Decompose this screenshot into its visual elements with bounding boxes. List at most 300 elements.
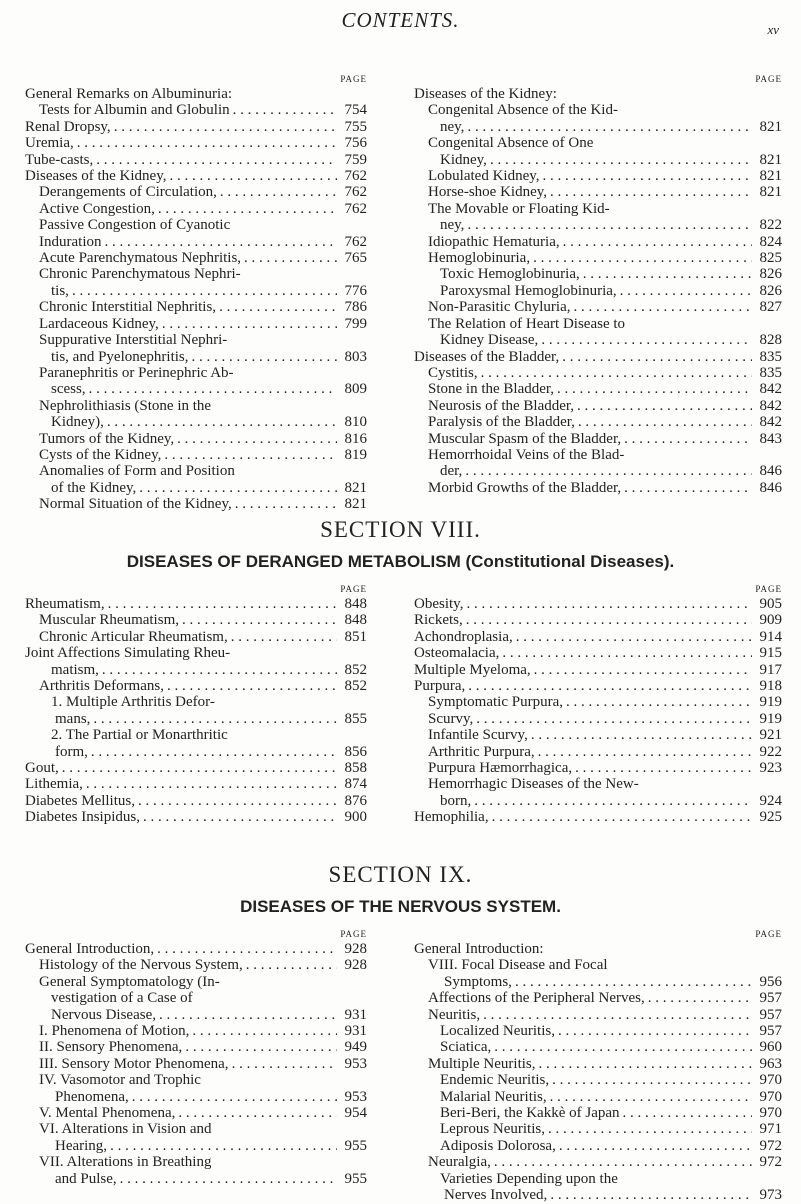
toc-entry-title: Suppurative Interstitial Nephri-	[39, 332, 228, 349]
toc-entry	[25, 694, 367, 710]
toc-entry	[25, 1171, 367, 1187]
toc-entry	[414, 135, 782, 151]
toc-entry	[414, 152, 782, 168]
toc-column-left-2	[25, 582, 367, 826]
toc-entry-title: Kidney Disease,	[440, 332, 539, 349]
toc-entry-title: form,	[55, 743, 88, 760]
toc-entry-title: Anomalies of Form and Position	[39, 463, 235, 480]
toc-entry-title: Congenital Absence of the Kid-	[428, 102, 618, 119]
toc-entry	[25, 217, 367, 233]
toc-entry-page: 828	[759, 332, 782, 349]
dot-leader	[241, 250, 337, 266]
dot-leader	[111, 119, 337, 135]
toc-entry-title: Nerves Involved,	[444, 1187, 548, 1204]
dot-leader	[167, 168, 338, 184]
dot-leader	[620, 1105, 752, 1121]
toc-entry-title: Multiple Neuritis,	[428, 1055, 536, 1072]
toc-entry	[25, 990, 367, 1006]
toc-entry-page: 765	[344, 250, 367, 267]
toc-entry-page: 762	[344, 168, 367, 185]
toc-entry-title: Stone in the Bladder,	[428, 381, 555, 398]
toc-entry-page: 821	[759, 151, 782, 168]
toc-entry-title: tis,	[51, 282, 69, 299]
toc-entry	[25, 365, 367, 381]
toc-entry-title: Diseases of the Bladder,	[414, 348, 560, 365]
toc-entry-page: 851	[344, 628, 367, 645]
toc-entry-page: 754	[344, 102, 367, 119]
toc-entry	[25, 1039, 367, 1055]
dot-leader	[473, 711, 752, 727]
toc-entry-page: 953	[344, 1088, 367, 1105]
toc-entry-page: 821	[344, 479, 367, 496]
toc-entry-page: 921	[759, 727, 782, 744]
toc-entry-page: 776	[344, 282, 367, 299]
toc-entry-title: Arthritic Purpura,	[428, 743, 535, 760]
toc-entry	[25, 596, 367, 612]
toc-entry-page: 852	[344, 678, 367, 695]
toc-entry	[25, 612, 367, 628]
toc-entry-page: 970	[759, 1072, 782, 1089]
toc-entry	[25, 662, 367, 678]
toc-entry	[414, 1138, 782, 1154]
toc-entry-title: Beri-Beri, the Kakkè of Japan	[440, 1105, 620, 1122]
toc-entry	[25, 974, 367, 990]
toc-entry	[25, 727, 367, 743]
dot-leader	[535, 744, 752, 760]
toc-entry-title: Gout,	[25, 760, 59, 777]
toc-entry	[25, 102, 367, 118]
toc-entry-title: Muscular Spasm of the Bladder,	[428, 430, 622, 447]
dot-leader	[480, 1007, 752, 1023]
dot-leader	[621, 431, 752, 447]
dot-leader	[90, 711, 337, 727]
dot-leader	[547, 184, 752, 200]
toc-entry	[25, 283, 367, 299]
toc-entry	[414, 1007, 782, 1023]
toc-entry-title: Congenital Absence of One	[428, 135, 594, 152]
toc-entry	[414, 744, 782, 760]
toc-entry-title: Neuralgia,	[428, 1154, 491, 1171]
toc-entry-page: 953	[344, 1055, 367, 1072]
toc-entry-page: 843	[759, 430, 782, 447]
toc-entry-page: 957	[759, 990, 782, 1007]
toc-column-right-2	[414, 582, 782, 826]
toc-entry-page: 955	[344, 1137, 367, 1154]
toc-entry	[25, 349, 367, 365]
toc-entry	[414, 168, 782, 184]
dot-leader	[464, 217, 752, 233]
toc-entry-page: 917	[759, 661, 782, 678]
dot-leader	[156, 1007, 337, 1023]
toc-entry-page: 970	[759, 1105, 782, 1122]
dot-leader	[489, 809, 752, 825]
toc-entry	[414, 711, 782, 727]
toc-entry-title: Leprous Neuritis,	[440, 1121, 545, 1138]
toc-entry	[25, 234, 367, 250]
toc-entry-title: Active Congestion,	[39, 200, 155, 217]
toc-entry	[25, 776, 367, 792]
toc-entry-title: Infantile Scurvy,	[428, 727, 528, 744]
toc-entry-page: 972	[759, 1137, 782, 1154]
toc-entry-title: General Remarks on Albuminuria:	[25, 86, 233, 102]
toc-entry-title: mans,	[55, 710, 91, 727]
toc-entry-title: 1. Multiple Arthritis Defor-	[51, 694, 215, 711]
toc-entry	[414, 431, 782, 447]
toc-entry	[414, 316, 782, 332]
dot-leader	[101, 234, 337, 250]
toc-entry	[414, 201, 782, 217]
dot-leader	[540, 168, 753, 184]
toc-entry	[414, 1121, 782, 1137]
toc-entry-title: Hemorrhoidal Veins of the Blad-	[428, 446, 625, 463]
toc-entry-title: ney,	[440, 217, 465, 234]
toc-entry-page: 972	[759, 1154, 782, 1171]
toc-entry	[414, 809, 782, 825]
toc-entry-title: General Introduction,	[25, 941, 155, 957]
toc-entry-title: Arthritis Deformans,	[39, 678, 164, 695]
toc-entry-title: Purpura Hæmorrhagica,	[428, 760, 573, 777]
toc-entry-page: 848	[344, 596, 367, 612]
dot-leader	[538, 332, 752, 348]
dot-leader	[216, 299, 337, 315]
toc-entry-title: der,	[440, 463, 463, 480]
toc-entry-title: Phenomena,	[55, 1088, 129, 1105]
dot-leader	[572, 760, 752, 776]
toc-entry	[25, 941, 367, 957]
toc-entry-page: 914	[759, 628, 782, 645]
dot-leader	[182, 1039, 337, 1055]
toc-entry-title: The Relation of Heart Disease to	[428, 315, 626, 332]
toc-entry-page: 918	[759, 678, 782, 695]
toc-entry-title: Diabetes Mellitus,	[25, 792, 135, 809]
toc-entry-page: 786	[344, 299, 367, 316]
toc-entry-title: Rickets,	[414, 612, 463, 629]
toc-entry-title: Lithemia,	[25, 776, 83, 793]
dot-leader	[59, 760, 337, 776]
dot-leader	[164, 678, 337, 694]
toc-entry-title: Osteomalacia,	[414, 645, 500, 662]
toc-entry	[414, 1072, 782, 1088]
toc-entry-page: 922	[759, 743, 782, 760]
toc-entry-page: 858	[344, 760, 367, 777]
toc-entry-title: Nephrolithiasis (Stone in the	[39, 397, 212, 414]
dot-leader	[478, 365, 752, 381]
toc-entry	[25, 957, 367, 973]
dot-leader	[471, 793, 752, 809]
toc-entry-title: VI. Alterations in Vision and	[39, 1121, 212, 1138]
toc-entry-title: Achondroplasia,	[414, 628, 513, 645]
toc-entry	[414, 234, 782, 250]
toc-entry	[414, 381, 782, 397]
toc-entry	[25, 381, 367, 397]
toc-entry	[414, 974, 782, 990]
toc-entry-title: 2. The Partial or Monarthritic	[51, 727, 228, 744]
toc-entry-title: Scurvy,	[428, 710, 474, 727]
dot-leader	[83, 776, 337, 792]
toc-entry-page: 826	[759, 282, 782, 299]
toc-entry-page: 919	[759, 710, 782, 727]
toc-column-right-1	[414, 72, 782, 496]
toc-entry-title: Renal Dropsy,	[25, 118, 111, 135]
toc-entry-page: 900	[344, 809, 367, 826]
dot-leader	[229, 1056, 337, 1072]
page-column-label: PAGE	[755, 74, 782, 84]
dot-leader	[136, 480, 337, 496]
toc-entry-title: Paranephritis or Perinephric Ab-	[39, 364, 234, 381]
toc-entry-title: Neurosis of the Bladder,	[428, 397, 575, 414]
toc-entry-title: Non-Parasitic Chyluria,	[428, 299, 571, 316]
section-subheading-ix: DISEASES OF THE NERVOUS SYSTEM.	[240, 897, 561, 916]
toc-entry	[25, 1121, 367, 1137]
toc-entry-page: 762	[344, 233, 367, 250]
toc-entry	[25, 1138, 367, 1154]
toc-entry	[414, 332, 782, 348]
toc-entry-title: Uremia,	[25, 135, 74, 152]
toc-entry-title: Diabetes Insipidus,	[25, 809, 140, 826]
toc-entry	[25, 480, 367, 496]
dot-leader	[621, 480, 752, 496]
toc-entry-page: 762	[344, 200, 367, 217]
toc-entry-page: 876	[344, 792, 367, 809]
toc-entry	[414, 957, 782, 973]
dot-leader	[555, 1023, 752, 1039]
dot-leader	[189, 349, 338, 365]
dot-leader	[93, 152, 337, 168]
toc-entry	[414, 299, 782, 315]
toc-entry-page: 821	[759, 184, 782, 201]
toc-entry-page: 874	[344, 776, 367, 793]
toc-entry-page: 810	[344, 414, 367, 431]
toc-entry	[25, 793, 367, 809]
section-heading-ix: SECTION IX.	[328, 862, 473, 887]
section-subheading-viii: DISEASES OF DERANGED METABOLISM (Constitutional Diseases).	[126, 552, 675, 571]
dot-leader	[530, 250, 752, 266]
toc-entry	[25, 629, 367, 645]
toc-entry-title: Idiopathic Hematuria,	[428, 233, 560, 250]
toc-entry	[414, 694, 782, 710]
toc-column-left-3	[25, 927, 367, 1187]
dot-leader	[99, 662, 337, 678]
toc-entry-page: 971	[759, 1121, 782, 1138]
dot-leader	[107, 1138, 337, 1154]
toc-entry-page: 928	[344, 957, 367, 974]
toc-entry	[414, 629, 782, 645]
toc-entry-title: Histology of the Nervous System,	[39, 957, 243, 974]
toc-entry	[25, 86, 367, 102]
dot-leader	[135, 793, 337, 809]
toc-column-right-3	[414, 927, 782, 1204]
toc-entry	[25, 463, 367, 479]
dot-leader	[105, 596, 337, 612]
toc-entry-title: Morbid Growths of the Bladder,	[428, 479, 622, 496]
toc-entry-page: 835	[759, 348, 782, 365]
toc-entry	[25, 135, 367, 151]
toc-entry	[414, 760, 782, 776]
toc-entry-title: tis, and Pyelonephritis,	[51, 348, 189, 365]
dot-leader	[491, 1154, 752, 1170]
toc-entry-page: 915	[759, 645, 782, 662]
toc-entry-title: VIII. Focal Disease and Focal	[428, 957, 608, 974]
toc-entry	[414, 398, 782, 414]
toc-entry-title: Hearing,	[55, 1137, 108, 1154]
toc-entry	[414, 1089, 782, 1105]
toc-entry-title: Muscular Rheumatism,	[39, 612, 179, 629]
page-column-label: PAGE	[340, 584, 367, 594]
toc-entry-page: 973	[759, 1187, 782, 1204]
toc-entry	[25, 447, 367, 463]
toc-entry-title: Cysts of the Kidney,	[39, 446, 162, 463]
dot-leader	[559, 349, 752, 365]
toc-entry-title: Chronic Articular Rheumatism,	[39, 628, 228, 645]
toc-entry-page: 759	[344, 151, 367, 168]
dot-leader	[462, 463, 752, 479]
toc-entry-page: 923	[759, 760, 782, 777]
toc-entry-page: 826	[759, 266, 782, 283]
toc-entry-page: 846	[759, 463, 782, 480]
dot-leader	[547, 1089, 752, 1105]
toc-entry	[25, 299, 367, 315]
dot-leader	[463, 596, 752, 612]
toc-entry	[414, 1023, 782, 1039]
toc-entry-page: 856	[344, 743, 367, 760]
toc-entry	[414, 596, 782, 612]
toc-entry-page: 931	[344, 1006, 367, 1023]
dot-leader	[189, 1023, 337, 1039]
toc-entry-page: 960	[759, 1039, 782, 1056]
toc-entry	[414, 1154, 782, 1170]
toc-entry	[414, 365, 782, 381]
toc-entry-title: vestigation of a Case of	[51, 990, 193, 1007]
toc-entry-title: III. Sensory Motor Phenomena,	[39, 1055, 229, 1072]
dot-leader	[86, 381, 337, 397]
toc-entry-title: Adiposis Dolorosa,	[440, 1137, 556, 1154]
toc-entry	[414, 119, 782, 135]
toc-entry-page: 954	[344, 1105, 367, 1122]
toc-entry-page: 819	[344, 446, 367, 463]
toc-entry-page: 809	[344, 381, 367, 398]
toc-entry-page: 835	[759, 364, 782, 381]
dot-leader	[513, 629, 752, 645]
toc-entry-page: 949	[344, 1039, 367, 1056]
toc-entry	[414, 793, 782, 809]
toc-entry	[414, 102, 782, 118]
dot-leader	[556, 1138, 752, 1154]
dot-leader	[512, 974, 752, 990]
toc-entry-page: 855	[344, 710, 367, 727]
toc-entry-page: 905	[759, 596, 782, 612]
toc-entry	[414, 86, 782, 102]
toc-entry-title: Toxic Hemoglobinuria,	[440, 266, 580, 283]
toc-entry	[414, 941, 782, 957]
toc-entry-title: Sciatica,	[440, 1039, 492, 1056]
dot-leader	[465, 678, 752, 694]
dot-leader	[617, 283, 752, 299]
dot-leader	[104, 414, 337, 430]
toc-entry-title: IV. Vasomotor and Trophic	[39, 1072, 201, 1089]
toc-entry	[414, 990, 782, 1006]
toc-entry	[414, 349, 782, 365]
toc-entry-title: Hemoglobinuria,	[428, 250, 531, 267]
dot-leader	[536, 1056, 753, 1072]
toc-entry	[414, 266, 782, 282]
toc-entry	[25, 1072, 367, 1088]
toc-entry	[414, 662, 782, 678]
toc-entry-title: Diseases of the Kidney,	[25, 168, 167, 185]
toc-column-left-1	[25, 72, 367, 513]
dot-leader	[74, 135, 337, 151]
dot-leader	[580, 266, 752, 282]
toc-entry	[414, 776, 782, 792]
dot-leader	[554, 381, 752, 397]
toc-entry-title: Joint Affections Simulating Rheu-	[25, 645, 231, 662]
toc-entry-title: Rheumatism,	[25, 596, 105, 612]
dot-leader	[155, 201, 337, 217]
toc-entry-page: 755	[344, 118, 367, 135]
toc-entry-page: 957	[759, 1023, 782, 1040]
toc-entry-title: Chronic Interstitial Nephritis,	[39, 299, 217, 316]
toc-entry-title: Normal Situation of the Kidney,	[39, 496, 232, 513]
toc-entry	[25, 1056, 367, 1072]
dot-leader	[645, 990, 752, 1006]
toc-entry-page: 762	[344, 184, 367, 201]
toc-entry	[25, 431, 367, 447]
toc-entry-title: Paroxysmal Hemoglobinuria,	[440, 282, 617, 299]
toc-entry-title: I. Phenomena of Motion,	[39, 1023, 190, 1040]
toc-entry-title: Varieties Depending upon the	[440, 1170, 618, 1187]
toc-entry-title: Tube-casts,	[25, 151, 94, 168]
toc-entry	[25, 250, 367, 266]
dot-leader	[491, 1039, 752, 1055]
dot-leader	[528, 727, 752, 743]
toc-entry-page: 825	[759, 250, 782, 267]
toc-entry-page: 957	[759, 1006, 782, 1023]
toc-entry	[25, 316, 367, 332]
toc-entry	[25, 711, 367, 727]
toc-entry	[414, 1039, 782, 1055]
toc-entry-page: 756	[344, 135, 367, 152]
toc-entry-title: The Movable or Floating Kid-	[428, 200, 610, 217]
page-number: xv	[767, 22, 779, 37]
toc-entry-page: 799	[344, 315, 367, 332]
toc-entry-title: and Pulse,	[55, 1170, 117, 1187]
toc-entry-page: 846	[759, 479, 782, 496]
toc-entry	[25, 119, 367, 135]
toc-entry-page: 956	[759, 973, 782, 990]
toc-entry	[414, 1187, 782, 1203]
toc-entry-title: Multiple Myeloma,	[414, 661, 531, 678]
toc-entry	[414, 217, 782, 233]
toc-entry-title: scess,	[51, 381, 86, 398]
dot-leader	[232, 496, 337, 512]
toc-entry-title: Hemorrhagic Diseases of the New-	[428, 776, 639, 793]
toc-entry-page: 963	[759, 1055, 782, 1072]
dot-leader	[464, 119, 752, 135]
toc-entry-title: Horse-shoe Kidney,	[428, 184, 547, 201]
toc-entry-title: ney,	[440, 118, 465, 135]
toc-entry	[414, 1056, 782, 1072]
toc-entry-page: 821	[759, 168, 782, 185]
toc-entry-title: VII. Alterations in Breathing	[39, 1154, 212, 1171]
toc-entry-page: 824	[759, 233, 782, 250]
toc-entry	[414, 250, 782, 266]
toc-entry-page: 909	[759, 612, 782, 629]
dot-leader	[545, 1121, 752, 1137]
toc-entry	[25, 332, 367, 348]
toc-entry-title: Malarial Neuritis,	[440, 1088, 547, 1105]
toc-entry-title: Obesity,	[414, 596, 464, 612]
toc-entry-title: Diseases of the Kidney:	[414, 86, 557, 102]
toc-entry	[414, 678, 782, 694]
